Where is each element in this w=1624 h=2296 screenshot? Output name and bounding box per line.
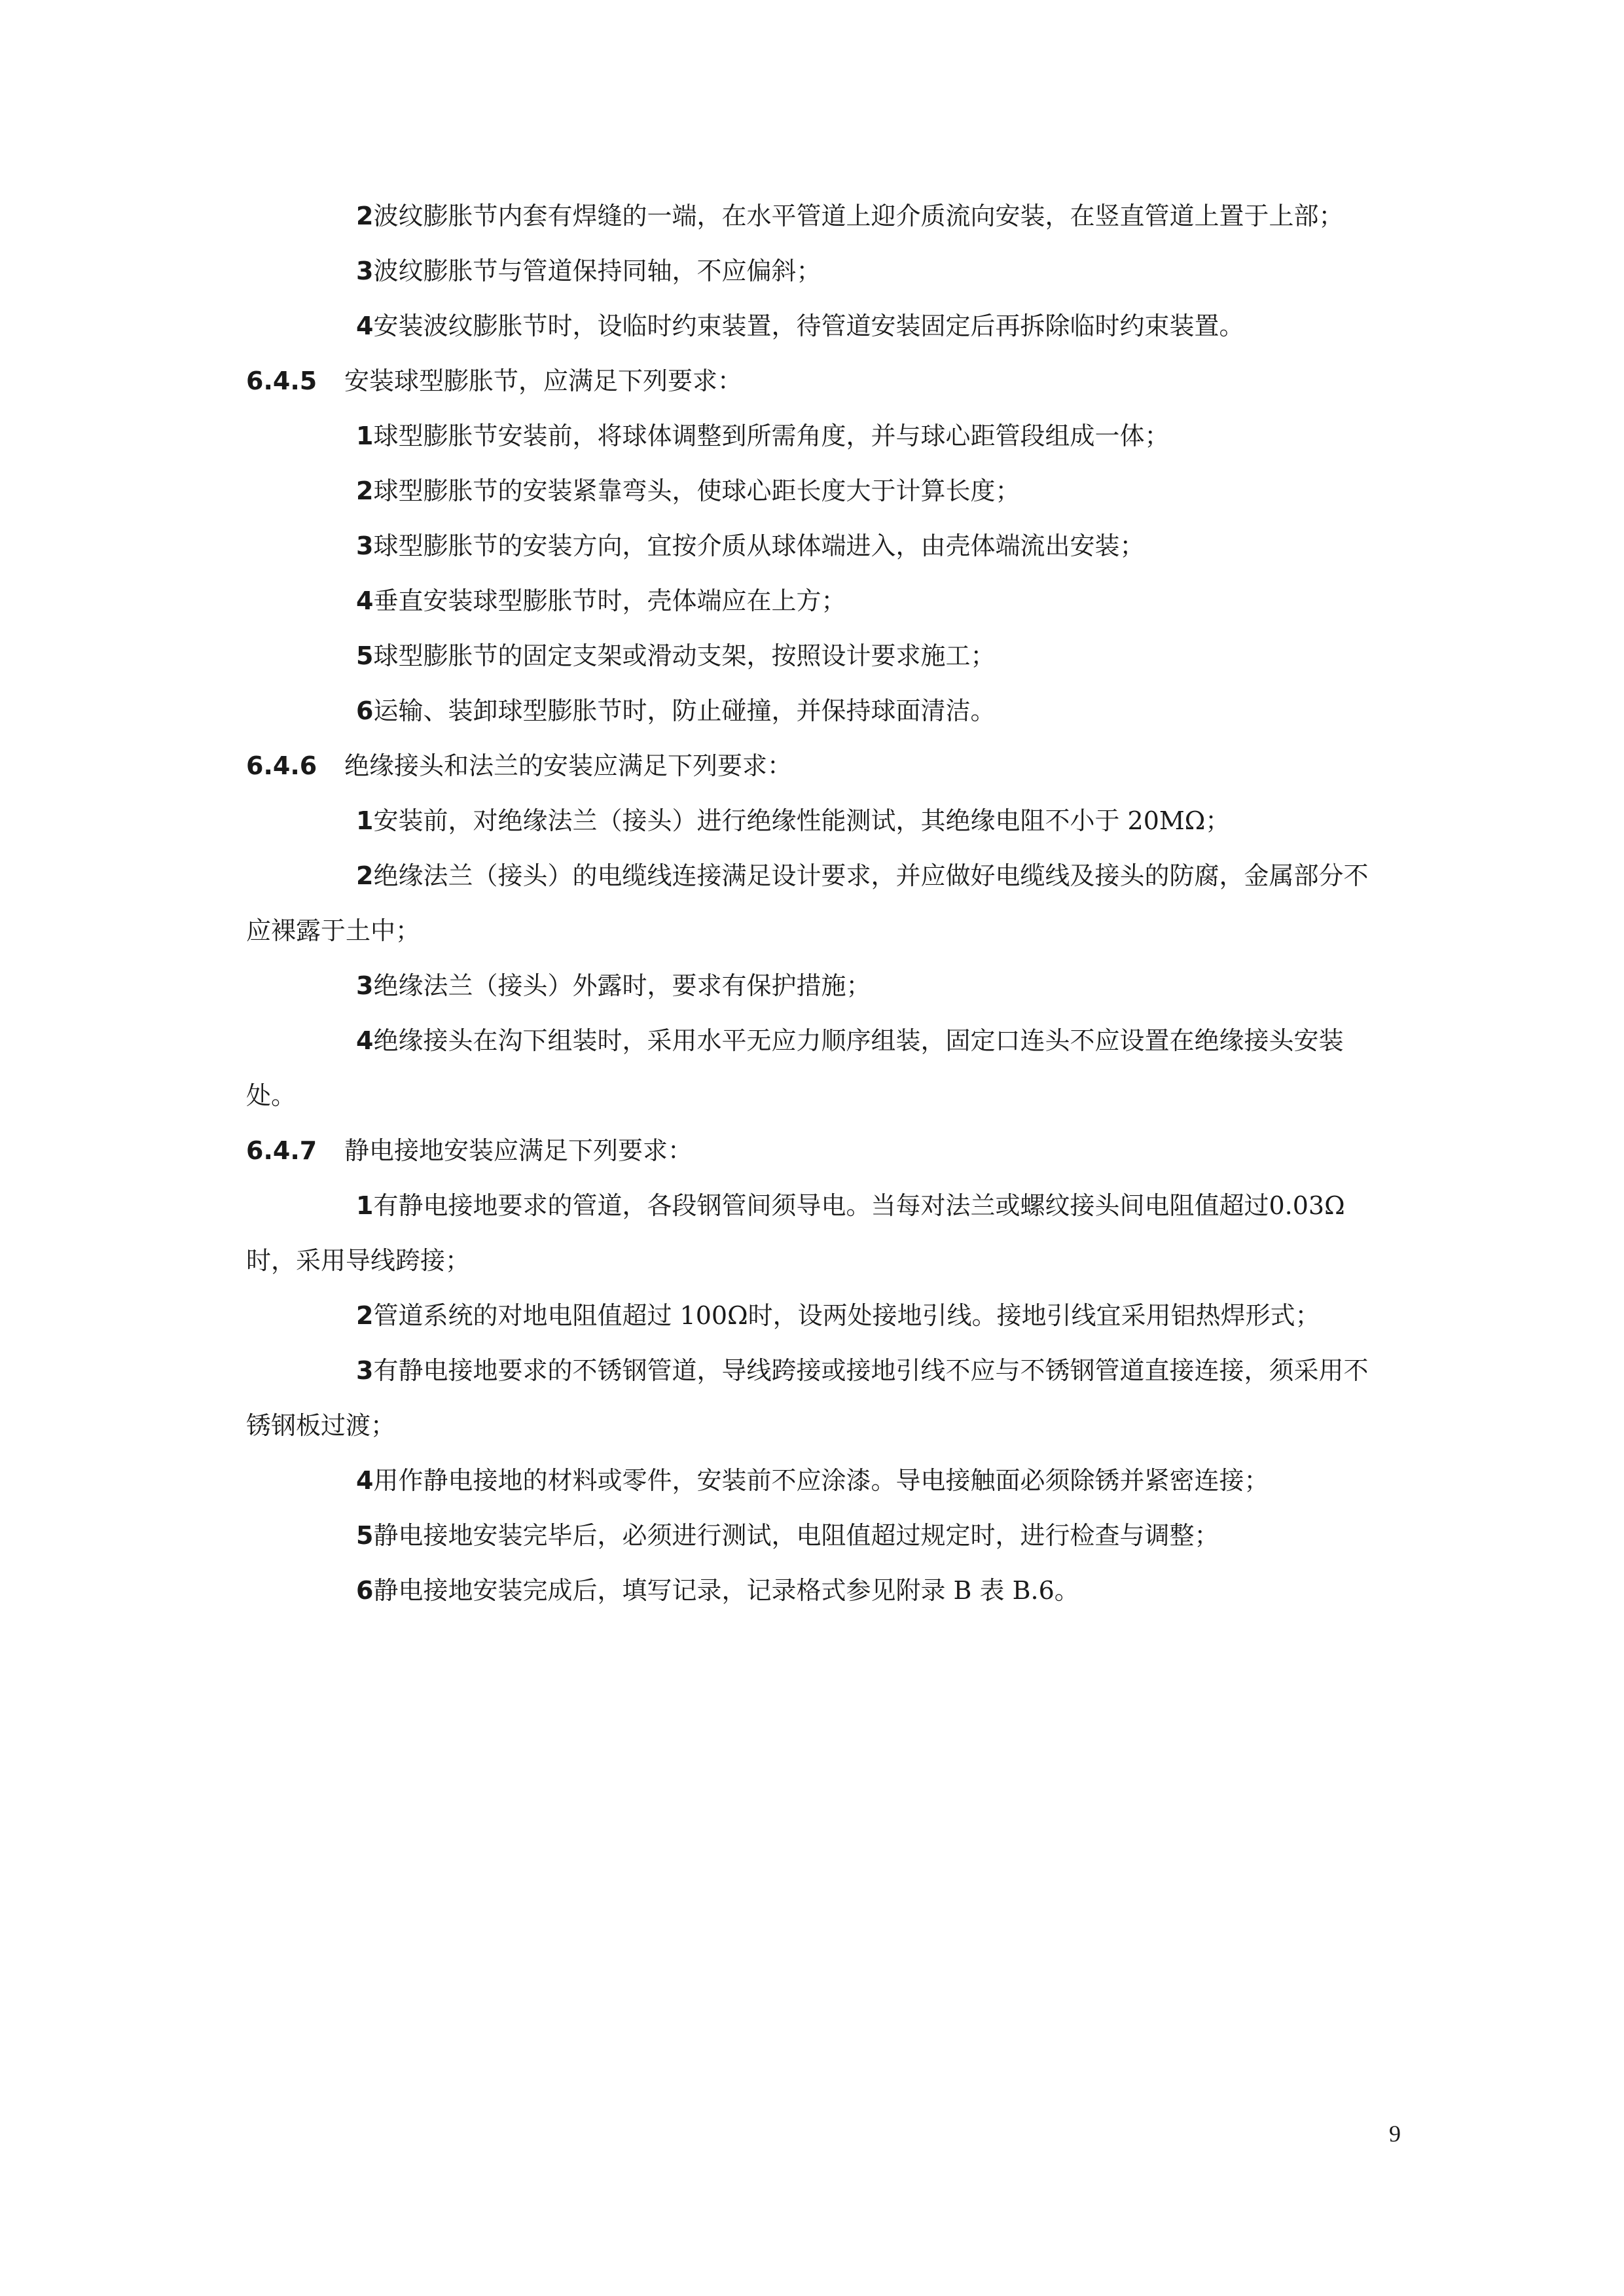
- item-number: 1: [356, 806, 374, 835]
- item-text: 有静电接地要求的不锈钢管道，导线跨接或接地引线不应与不锈钢管道直接连接，须采用不锈钢板过渡；: [246, 1356, 1369, 1440]
- item-number: 3: [356, 1356, 374, 1385]
- list-item: [246, 243, 1388, 298]
- list-item: [246, 518, 1388, 573]
- list-item: [246, 683, 1388, 738]
- list-item: [246, 1453, 1388, 1508]
- item-number: 2: [356, 861, 374, 890]
- item-text: 绝缘法兰（接头）的电缆线连接满足设计要求，并应做好电缆线及接头的防腐，金属部分不应裸露于土中；: [246, 861, 1369, 945]
- item-number: 1: [356, 1191, 374, 1220]
- clause-heading: [246, 1123, 1388, 1178]
- clause-text: 绝缘接头和法兰的安装应满足下列要求：: [344, 751, 793, 780]
- item-number: 6: [356, 1576, 374, 1605]
- item-number: 4: [356, 1466, 374, 1495]
- clause-number: 6.4.5: [246, 367, 317, 395]
- item-text: 球型膨胀节安装前，将球体调整到所需角度，并与球心距管段组成一体；: [373, 422, 1170, 450]
- item-number: 3: [356, 257, 374, 285]
- item-text: 球型膨胀节的安装紧靠弯头，使球心距长度大于计算长度；: [373, 476, 1020, 505]
- clause-heading: [246, 738, 1388, 793]
- item-number: 4: [356, 312, 374, 340]
- list-item: [246, 628, 1388, 683]
- item-text: 静电接地安装完毕后，必须进行测试，电阻值超过规定时，进行检查与调整；: [373, 1521, 1219, 1550]
- item-number: 2: [356, 1301, 374, 1330]
- item-number: 6: [356, 696, 374, 725]
- list-item: [246, 1178, 1388, 1288]
- body-text: [246, 188, 1388, 1618]
- item-number: 5: [356, 1521, 374, 1550]
- list-item: [246, 1508, 1388, 1563]
- list-item: [246, 1563, 1388, 1618]
- item-text: 管道系统的对地电阻值超过 100Ω时，设两处接地引线。接地引线宜采用铝热焊形式；: [373, 1301, 1320, 1330]
- item-text: 安装波纹膨胀节时，设临时约束装置，待管道安装固定后再拆除临时约束装置。: [373, 312, 1244, 340]
- clause-number: 6.4.7: [246, 1136, 317, 1165]
- item-text: 球型膨胀节的安装方向，宜按介质从球体端进入，由壳体端流出安装；: [373, 531, 1145, 560]
- item-number: 3: [356, 971, 374, 1000]
- list-item: [246, 408, 1388, 463]
- item-text: 有静电接地要求的管道，各段钢管间须导电。当每对法兰或螺纹接头间电阻值超过0.03Ω时，采用导线跨接；: [246, 1191, 1345, 1275]
- list-item: [246, 1013, 1388, 1123]
- item-number: 1: [356, 422, 374, 450]
- item-text: 用作静电接地的材料或零件，安装前不应涂漆。导电接触面必须除锈并紧密连接；: [373, 1466, 1269, 1495]
- item-number: 2: [356, 202, 374, 230]
- list-item: [246, 793, 1388, 848]
- item-text: 球型膨胀节的固定支架或滑动支架，按照设计要求施工；: [373, 641, 996, 670]
- item-text: 静电接地安装完成后，填写记录，记录格式参见附录 B 表 B.6。: [373, 1576, 1079, 1605]
- item-number: 4: [356, 1026, 374, 1055]
- item-text: 绝缘接头在沟下组装时，采用水平无应力顺序组装，固定口连头不应设置在绝缘接头安装处。: [246, 1026, 1344, 1110]
- item-text: 波纹膨胀节与管道保持同轴，不应偏斜；: [373, 257, 821, 285]
- clause-text: 安装球型膨胀节，应满足下列要求：: [344, 367, 743, 395]
- clause-number: 6.4.6: [246, 751, 317, 780]
- item-text: 运输、装卸球型膨胀节时，防止碰撞，并保持球面清洁。: [373, 696, 996, 725]
- list-item: [246, 958, 1388, 1013]
- list-item: [246, 848, 1388, 958]
- list-item: [246, 573, 1388, 628]
- item-text: 安装前，对绝缘法兰（接头）进行绝缘性能测试，其绝缘电阻不小于 20MΩ；: [373, 806, 1231, 835]
- item-text: 波纹膨胀节内套有焊缝的一端，在水平管道上迎介质流向安装，在竖直管道上置于上部；: [373, 202, 1344, 230]
- item-text: 绝缘法兰（接头）外露时，要求有保护措施；: [373, 971, 871, 1000]
- list-item: [246, 463, 1388, 518]
- page-number: 9: [1389, 2121, 1401, 2147]
- clause-heading: [246, 353, 1388, 408]
- item-number: 3: [356, 531, 374, 560]
- list-item: [246, 1343, 1388, 1453]
- item-number: 2: [356, 476, 374, 505]
- list-item: [246, 1288, 1388, 1343]
- item-number: 4: [356, 586, 374, 615]
- clause-text: 静电接地安装应满足下列要求：: [344, 1136, 693, 1165]
- list-item: [246, 188, 1388, 243]
- list-item: [246, 298, 1388, 353]
- item-number: 5: [356, 641, 374, 670]
- item-text: 垂直安装球型膨胀节时，壳体端应在上方；: [373, 586, 846, 615]
